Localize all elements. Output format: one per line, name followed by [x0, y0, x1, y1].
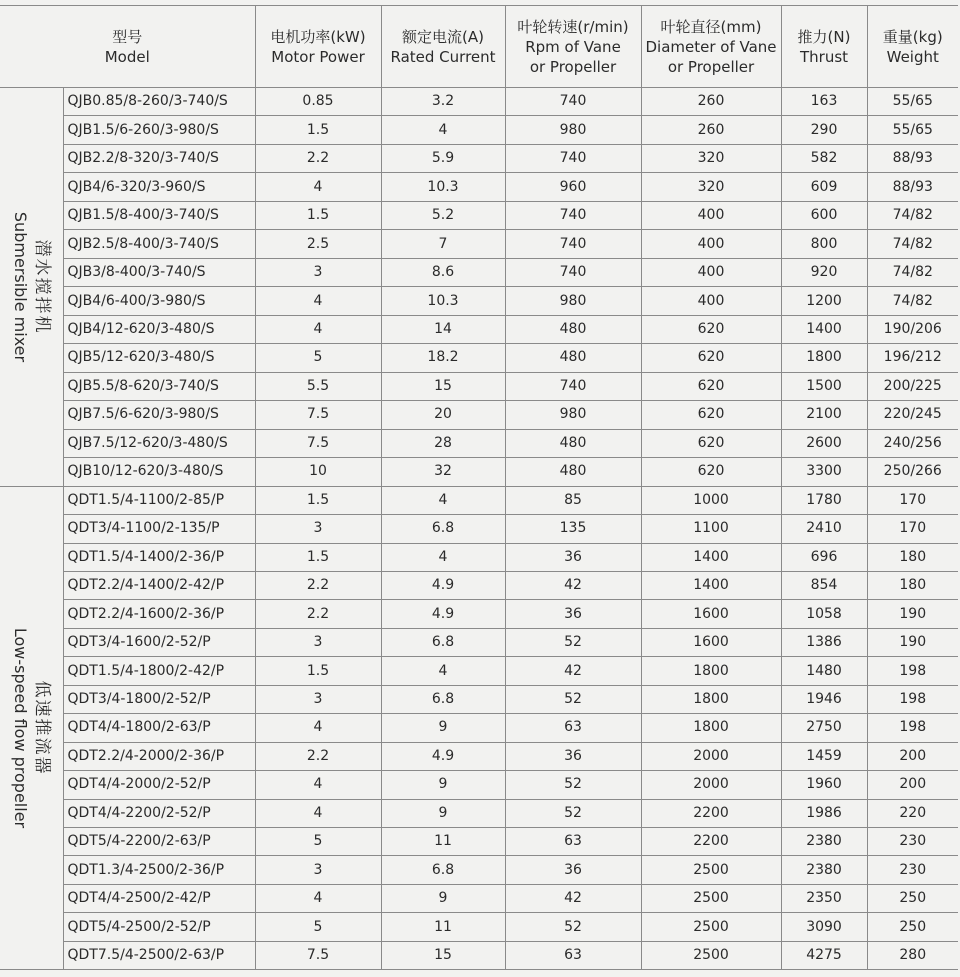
- model-cell: QDT2.2/4-2000/2-36/P: [63, 742, 255, 770]
- rated-current-cell: 4: [381, 486, 505, 514]
- rated-current-cell: 9: [381, 714, 505, 742]
- rated-current-cell: 6.8: [381, 515, 505, 543]
- table-row: [0, 600, 958, 628]
- rated-current-cell: 4: [381, 543, 505, 571]
- rpm-cell: 960: [505, 173, 641, 201]
- motor-power-cell: 10: [255, 458, 381, 487]
- rated-current-cell: 32: [381, 458, 505, 487]
- table-row: [0, 201, 958, 229]
- motor-power-cell: 0.85: [255, 88, 381, 116]
- motor-power-cell: 2.5: [255, 230, 381, 258]
- diameter-cell: 400: [641, 258, 781, 286]
- thrust-cell: 582: [781, 144, 867, 172]
- diameter-cell: 2500: [641, 856, 781, 884]
- table-row: [0, 287, 958, 315]
- rated-current-cell: 15: [381, 941, 505, 970]
- weight-cell: 198: [867, 685, 958, 713]
- diameter-cell: 620: [641, 458, 781, 487]
- motor-power-cell: 2.2: [255, 600, 381, 628]
- model-cell: QDT3/4-1100/2-135/P: [63, 515, 255, 543]
- rpm-cell: 480: [505, 429, 641, 457]
- rpm-cell: 740: [505, 230, 641, 258]
- category-low-speed-flow-propeller: [0, 486, 63, 970]
- model-cell: QDT4/4-1800/2-63/P: [63, 714, 255, 742]
- model-cell: QDT4/4-2500/2-42/P: [63, 884, 255, 912]
- diameter-cell: 2200: [641, 828, 781, 856]
- motor-power-cell: 5: [255, 344, 381, 372]
- motor-power-cell: 3: [255, 258, 381, 286]
- thrust-cell: 1058: [781, 600, 867, 628]
- rated-current-cell: 6.8: [381, 628, 505, 656]
- rated-current-cell: 6.8: [381, 856, 505, 884]
- table-row: [0, 742, 958, 770]
- thrust-cell: 1960: [781, 771, 867, 799]
- motor-power-cell: 4: [255, 771, 381, 799]
- motor-power-cell: 3: [255, 515, 381, 543]
- motor-power-cell: 1.5: [255, 201, 381, 229]
- header-weight: 重量(kg) Weight: [867, 6, 958, 88]
- weight-cell: 55/65: [867, 116, 958, 144]
- thrust-cell: 3300: [781, 458, 867, 487]
- weight-cell: 230: [867, 828, 958, 856]
- diameter-cell: 2500: [641, 941, 781, 970]
- motor-power-cell: 1.5: [255, 116, 381, 144]
- thrust-cell: 3090: [781, 913, 867, 941]
- rpm-cell: 42: [505, 657, 641, 685]
- weight-cell: 250/266: [867, 458, 958, 487]
- model-cell: QJB5.5/8-620/3-740/S: [63, 372, 255, 400]
- rated-current-cell: 7: [381, 230, 505, 258]
- table-row: [0, 657, 958, 685]
- diameter-cell: 320: [641, 144, 781, 172]
- thrust-cell: 920: [781, 258, 867, 286]
- weight-cell: 196/212: [867, 344, 958, 372]
- motor-power-cell: 4: [255, 287, 381, 315]
- weight-cell: 190: [867, 600, 958, 628]
- model-cell: QDT4/4-2200/2-52/P: [63, 799, 255, 827]
- model-cell: QDT5/4-2500/2-52/P: [63, 913, 255, 941]
- rated-current-cell: 4.9: [381, 742, 505, 770]
- category-label-en: Low-speed flow propeller: [11, 627, 30, 829]
- model-cell: QDT4/4-2000/2-52/P: [63, 771, 255, 799]
- table-row: [0, 429, 958, 457]
- model-cell: QJB5/12-620/3-480/S: [63, 344, 255, 372]
- weight-cell: 170: [867, 515, 958, 543]
- table-row: [0, 515, 958, 543]
- diameter-cell: 1800: [641, 714, 781, 742]
- category-submersible-mixer: [0, 88, 63, 487]
- weight-cell: 250: [867, 913, 958, 941]
- rpm-cell: 42: [505, 884, 641, 912]
- category-label-cn: 潜水搅拌机: [32, 239, 52, 335]
- rpm-cell: 740: [505, 88, 641, 116]
- diameter-cell: 260: [641, 88, 781, 116]
- thrust-cell: 600: [781, 201, 867, 229]
- thrust-cell: 1459: [781, 742, 867, 770]
- model-cell: QJB10/12-620/3-480/S: [63, 458, 255, 487]
- rpm-cell: 36: [505, 742, 641, 770]
- motor-power-cell: 4: [255, 173, 381, 201]
- rpm-cell: 52: [505, 685, 641, 713]
- rpm-cell: 52: [505, 913, 641, 941]
- table-row: [0, 144, 958, 172]
- rated-current-cell: 8.6: [381, 258, 505, 286]
- table-row: [0, 714, 958, 742]
- weight-cell: 55/65: [867, 88, 958, 116]
- weight-cell: 230: [867, 856, 958, 884]
- thrust-cell: 1480: [781, 657, 867, 685]
- weight-cell: 240/256: [867, 429, 958, 457]
- rpm-cell: 740: [505, 144, 641, 172]
- header-thrust: 推力(N) Thrust: [781, 6, 867, 88]
- thrust-cell: 2410: [781, 515, 867, 543]
- thrust-cell: 2380: [781, 828, 867, 856]
- diameter-cell: 1000: [641, 486, 781, 514]
- motor-power-cell: 7.5: [255, 429, 381, 457]
- thrust-cell: 609: [781, 173, 867, 201]
- motor-power-cell: 5: [255, 913, 381, 941]
- motor-power-cell: 2.2: [255, 571, 381, 599]
- category-label-en: Submersible mixer: [11, 211, 30, 362]
- rpm-cell: 980: [505, 401, 641, 429]
- model-cell: QJB0.85/8-260/3-740/S: [63, 88, 255, 116]
- rated-current-cell: 4: [381, 657, 505, 685]
- diameter-cell: 1800: [641, 685, 781, 713]
- rpm-cell: 52: [505, 771, 641, 799]
- thrust-cell: 696: [781, 543, 867, 571]
- weight-cell: 74/82: [867, 201, 958, 229]
- model-cell: QDT3/4-1800/2-52/P: [63, 685, 255, 713]
- model-cell: QJB1.5/6-260/3-980/S: [63, 116, 255, 144]
- thrust-cell: 290: [781, 116, 867, 144]
- diameter-cell: 2200: [641, 799, 781, 827]
- weight-cell: 250: [867, 884, 958, 912]
- rpm-cell: 740: [505, 201, 641, 229]
- spec-table: [0, 5, 958, 970]
- motor-power-cell: 4: [255, 884, 381, 912]
- table-row: [0, 884, 958, 912]
- table-row: [0, 344, 958, 372]
- rpm-cell: 740: [505, 372, 641, 400]
- motor-power-cell: 7.5: [255, 941, 381, 970]
- diameter-cell: 2500: [641, 913, 781, 941]
- header-row: [0, 6, 958, 88]
- thrust-cell: 2750: [781, 714, 867, 742]
- rated-current-cell: 10.3: [381, 173, 505, 201]
- table-row: [0, 771, 958, 799]
- rated-current-cell: 5.2: [381, 201, 505, 229]
- weight-cell: 200/225: [867, 372, 958, 400]
- weight-cell: 220: [867, 799, 958, 827]
- rated-current-cell: 28: [381, 429, 505, 457]
- weight-cell: 200: [867, 742, 958, 770]
- motor-power-cell: 1.5: [255, 657, 381, 685]
- model-cell: QDT5/4-2200/2-63/P: [63, 828, 255, 856]
- model-cell: QDT1.3/4-2500/2-36/P: [63, 856, 255, 884]
- thrust-cell: 1200: [781, 287, 867, 315]
- rpm-cell: 63: [505, 828, 641, 856]
- motor-power-cell: 4: [255, 714, 381, 742]
- header-rpm: 叶轮转速(r/min) Rpm of Vane or Propeller: [505, 6, 641, 88]
- model-cell: QDT3/4-1600/2-52/P: [63, 628, 255, 656]
- model-cell: QJB2.2/8-320/3-740/S: [63, 144, 255, 172]
- category-label-cn: 低速推流器: [32, 680, 52, 776]
- motor-power-cell: 2.2: [255, 144, 381, 172]
- model-cell: QJB2.5/8-400/3-740/S: [63, 230, 255, 258]
- category-label: [10, 212, 52, 362]
- table-row: [0, 828, 958, 856]
- header-motor-power: 电机功率(kW) Motor Power: [255, 6, 381, 88]
- category-label: [10, 628, 52, 828]
- thrust-cell: 1386: [781, 628, 867, 656]
- diameter-cell: 2000: [641, 742, 781, 770]
- header-diameter: 叶轮直径(mm) Diameter of Vane or Propeller: [641, 6, 781, 88]
- rated-current-cell: 11: [381, 828, 505, 856]
- rated-current-cell: 4.9: [381, 571, 505, 599]
- model-cell: QDT2.2/4-1400/2-42/P: [63, 571, 255, 599]
- rpm-cell: 36: [505, 600, 641, 628]
- table-row: [0, 486, 958, 514]
- table-row: [0, 88, 958, 116]
- model-cell: QJB7.5/12-620/3-480/S: [63, 429, 255, 457]
- rated-current-cell: 9: [381, 799, 505, 827]
- rated-current-cell: 20: [381, 401, 505, 429]
- table-row: [0, 685, 958, 713]
- diameter-cell: 620: [641, 315, 781, 343]
- motor-power-cell: 4: [255, 799, 381, 827]
- diameter-cell: 320: [641, 173, 781, 201]
- diameter-cell: 620: [641, 429, 781, 457]
- weight-cell: 200: [867, 771, 958, 799]
- model-cell: QDT7.5/4-2500/2-63/P: [63, 941, 255, 970]
- weight-cell: 280: [867, 941, 958, 970]
- table-row: [0, 628, 958, 656]
- rated-current-cell: 5.9: [381, 144, 505, 172]
- weight-cell: 220/245: [867, 401, 958, 429]
- table-row: [0, 258, 958, 286]
- thrust-cell: 1800: [781, 344, 867, 372]
- diameter-cell: 400: [641, 230, 781, 258]
- rpm-cell: 480: [505, 344, 641, 372]
- thrust-cell: 163: [781, 88, 867, 116]
- model-cell: QDT2.2/4-1600/2-36/P: [63, 600, 255, 628]
- motor-power-cell: 1.5: [255, 543, 381, 571]
- rpm-cell: 52: [505, 628, 641, 656]
- diameter-cell: 1800: [641, 657, 781, 685]
- rpm-cell: 980: [505, 116, 641, 144]
- diameter-cell: 2500: [641, 884, 781, 912]
- rpm-cell: 36: [505, 543, 641, 571]
- motor-power-cell: 7.5: [255, 401, 381, 429]
- rpm-cell: 980: [505, 287, 641, 315]
- rpm-cell: 85: [505, 486, 641, 514]
- weight-cell: 74/82: [867, 230, 958, 258]
- table-row: [0, 230, 958, 258]
- diameter-cell: 400: [641, 287, 781, 315]
- thrust-cell: 2350: [781, 884, 867, 912]
- model-cell: QJB3/8-400/3-740/S: [63, 258, 255, 286]
- rpm-cell: 480: [505, 458, 641, 487]
- table-row: [0, 913, 958, 941]
- model-cell: QJB4/6-400/3-980/S: [63, 287, 255, 315]
- diameter-cell: 260: [641, 116, 781, 144]
- rated-current-cell: 11: [381, 913, 505, 941]
- motor-power-cell: 4: [255, 315, 381, 343]
- rpm-cell: 480: [505, 315, 641, 343]
- rpm-cell: 36: [505, 856, 641, 884]
- motor-power-cell: 1.5: [255, 486, 381, 514]
- diameter-cell: 1100: [641, 515, 781, 543]
- rated-current-cell: 9: [381, 884, 505, 912]
- motor-power-cell: 3: [255, 685, 381, 713]
- table-row: [0, 372, 958, 400]
- table-row: [0, 856, 958, 884]
- rated-current-cell: 4.9: [381, 600, 505, 628]
- header-rated-current: 额定电流(A) Rated Current: [381, 6, 505, 88]
- thrust-cell: 1946: [781, 685, 867, 713]
- model-cell: QJB4/6-320/3-960/S: [63, 173, 255, 201]
- header-model: 型号 Model: [0, 6, 255, 88]
- rated-current-cell: 10.3: [381, 287, 505, 315]
- thrust-cell: 2600: [781, 429, 867, 457]
- diameter-cell: 1400: [641, 571, 781, 599]
- model-cell: QJB1.5/8-400/3-740/S: [63, 201, 255, 229]
- weight-cell: 198: [867, 714, 958, 742]
- rpm-cell: 63: [505, 941, 641, 970]
- thrust-cell: 1400: [781, 315, 867, 343]
- diameter-cell: 620: [641, 344, 781, 372]
- motor-power-cell: 3: [255, 628, 381, 656]
- rated-current-cell: 6.8: [381, 685, 505, 713]
- rated-current-cell: 14: [381, 315, 505, 343]
- thrust-cell: 1500: [781, 372, 867, 400]
- thrust-cell: 4275: [781, 941, 867, 970]
- weight-cell: 74/82: [867, 287, 958, 315]
- rated-current-cell: 4: [381, 116, 505, 144]
- motor-power-cell: 5.5: [255, 372, 381, 400]
- weight-cell: 88/93: [867, 144, 958, 172]
- diameter-cell: 1600: [641, 600, 781, 628]
- motor-power-cell: 5: [255, 828, 381, 856]
- rpm-cell: 52: [505, 799, 641, 827]
- motor-power-cell: 3: [255, 856, 381, 884]
- diameter-cell: 620: [641, 372, 781, 400]
- thrust-cell: 1986: [781, 799, 867, 827]
- weight-cell: 88/93: [867, 173, 958, 201]
- thrust-cell: 2380: [781, 856, 867, 884]
- diameter-cell: 1600: [641, 628, 781, 656]
- model-cell: QDT1.5/4-1100/2-85/P: [63, 486, 255, 514]
- weight-cell: 180: [867, 571, 958, 599]
- rpm-cell: 42: [505, 571, 641, 599]
- rated-current-cell: 9: [381, 771, 505, 799]
- diameter-cell: 2000: [641, 771, 781, 799]
- table-row: [0, 458, 958, 487]
- motor-power-cell: 2.2: [255, 742, 381, 770]
- table-row: [0, 173, 958, 201]
- weight-cell: 190: [867, 628, 958, 656]
- rated-current-cell: 3.2: [381, 88, 505, 116]
- weight-cell: 198: [867, 657, 958, 685]
- rated-current-cell: 15: [381, 372, 505, 400]
- model-cell: QJB7.5/6-620/3-980/S: [63, 401, 255, 429]
- rpm-cell: 63: [505, 714, 641, 742]
- model-cell: QJB4/12-620/3-480/S: [63, 315, 255, 343]
- weight-cell: 180: [867, 543, 958, 571]
- table-row: [0, 116, 958, 144]
- diameter-cell: 1400: [641, 543, 781, 571]
- thrust-cell: 854: [781, 571, 867, 599]
- table-body: [0, 88, 958, 970]
- diameter-cell: 620: [641, 401, 781, 429]
- model-cell: QDT1.5/4-1800/2-42/P: [63, 657, 255, 685]
- diameter-cell: 400: [641, 201, 781, 229]
- table-row: [0, 941, 958, 970]
- thrust-cell: 2100: [781, 401, 867, 429]
- rpm-cell: 740: [505, 258, 641, 286]
- table-row: [0, 401, 958, 429]
- table-row: [0, 799, 958, 827]
- model-cell: QDT1.5/4-1400/2-36/P: [63, 543, 255, 571]
- weight-cell: 74/82: [867, 258, 958, 286]
- table-row: [0, 315, 958, 343]
- rated-current-cell: 18.2: [381, 344, 505, 372]
- thrust-cell: 1780: [781, 486, 867, 514]
- weight-cell: 170: [867, 486, 958, 514]
- rpm-cell: 135: [505, 515, 641, 543]
- weight-cell: 190/206: [867, 315, 958, 343]
- table-row: [0, 571, 958, 599]
- thrust-cell: 800: [781, 230, 867, 258]
- table-row: [0, 543, 958, 571]
